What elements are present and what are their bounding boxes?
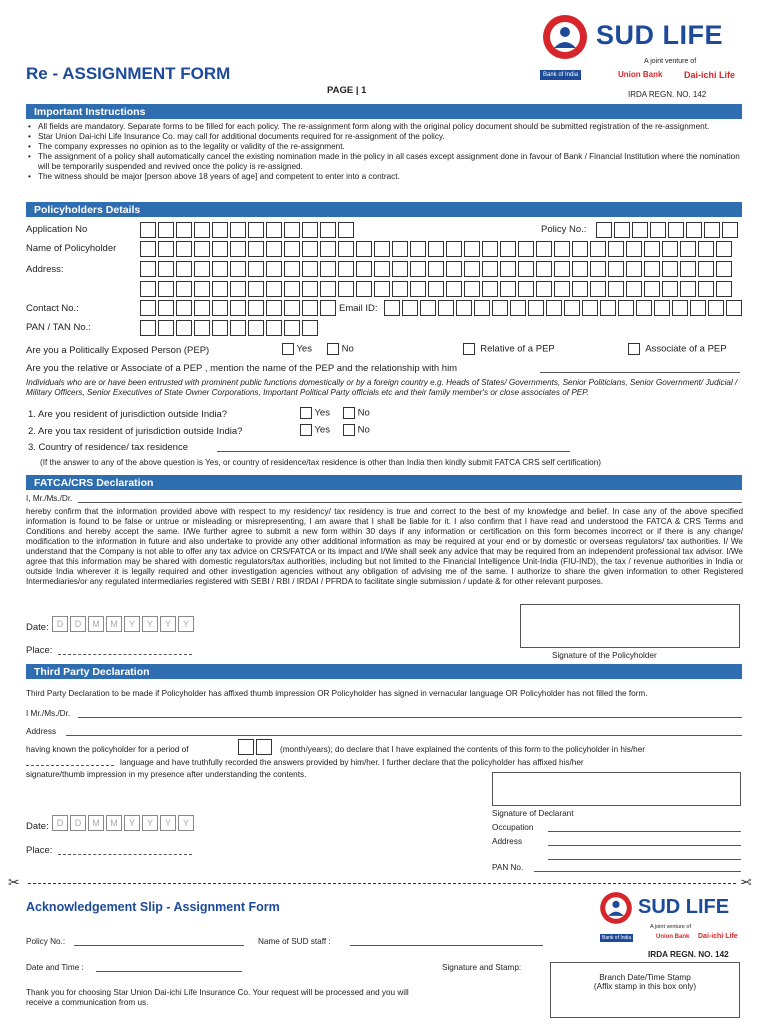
instruction-item: • The company expresses no opinion as to the legality or validity of the re-assignment. xyxy=(26,142,744,152)
checkbox[interactable] xyxy=(463,343,475,355)
question-2: 2. Are you tax resident of jurisdiction outside India? xyxy=(28,426,243,437)
application-no-label: Application No xyxy=(26,224,88,235)
date-digit[interactable]: D xyxy=(70,616,86,632)
date-digit[interactable]: Y xyxy=(142,616,158,632)
language-line[interactable] xyxy=(26,765,114,766)
date-digit[interactable]: Y xyxy=(178,815,194,831)
fatca-date-label: Date: xyxy=(26,622,49,633)
third-party-date-label: Date: xyxy=(26,821,49,832)
address-field-1[interactable] xyxy=(140,261,734,277)
checkbox[interactable] xyxy=(282,343,294,355)
fatca-heading: FATCA/CRS Declaration xyxy=(26,475,742,490)
fatca-name-label: I, Mr./Ms./Dr. xyxy=(26,494,73,503)
date-digit[interactable]: Y xyxy=(178,616,194,632)
joint-venture-label: A joint venture of xyxy=(650,924,691,930)
declarant-address-label: Address xyxy=(492,837,523,846)
policy-no-field[interactable] xyxy=(596,222,740,238)
third-party-place-line[interactable] xyxy=(58,854,192,855)
relative-question: Are you the relative or Associate of a PEP , mention the name of the PEP and the relationship with him xyxy=(26,363,458,374)
checkbox[interactable] xyxy=(343,407,355,419)
instruction-item: • The assignment of a policy shall automatically cancel the existing nomination made in the policy in all cases except assignment done in favour of Bank / Financial Institution where the nomination will be temporarily suspended and revived once the policy is re-assigned. xyxy=(26,152,744,172)
checkbox[interactable] xyxy=(343,424,355,436)
partner-union-bank: Union Bank xyxy=(618,70,663,79)
ack-signature-label: Signature and Stamp: xyxy=(442,963,522,972)
option-label: Associate of a PEP xyxy=(645,343,727,355)
ack-date-time-line[interactable] xyxy=(96,971,242,972)
date-digit[interactable]: M xyxy=(88,616,104,632)
ack-staff-label: Name of SUD staff : xyxy=(258,937,331,946)
brand-name: SUD LIFE xyxy=(596,20,724,50)
months-text: (month/years); do declare that I have explained the contents of this form to the policyholder in his/her xyxy=(280,745,645,754)
q2-yes-option[interactable] xyxy=(300,424,330,436)
partner-union-bank: Union Bank xyxy=(656,934,690,940)
ack-policy-no-line[interactable] xyxy=(74,945,244,946)
fatca-place-line[interactable] xyxy=(58,654,192,655)
address-field-2[interactable] xyxy=(140,281,734,297)
pan-field[interactable] xyxy=(140,320,320,336)
brand-name: SUD LIFE xyxy=(638,896,730,918)
partner-bank-of-india: Bank of India xyxy=(602,935,632,941)
date-digit[interactable]: M xyxy=(106,616,122,632)
pep-associate-option[interactable] xyxy=(628,343,727,355)
period-field[interactable] xyxy=(238,739,274,755)
question-1: 1. Are you resident of jurisdiction outside India? xyxy=(28,409,228,420)
branch-stamp-label: Branch Date/Time Stamp xyxy=(599,973,691,982)
sud-life-emblem-icon xyxy=(598,890,634,926)
scissors-icon: ✂ xyxy=(740,874,752,890)
q1-no-option[interactable] xyxy=(343,407,370,419)
third-party-heading: Third Party Declaration xyxy=(26,664,742,679)
option-label: No xyxy=(341,343,354,355)
ack-date-time-label: Date and Time : xyxy=(26,963,84,972)
option-label: Yes xyxy=(314,407,330,419)
occupation-line[interactable] xyxy=(548,831,741,832)
pep-note: Individuals who are or have been entrusted with prominent public functions domestically or by a foreign country e.g. Heads of States/ Governments, Senior Politicians, Senior Government/ Judicial / Military Officers, Senior Executives of State Owner Corporations, Important Political Party officials etc and their family member's or close associates of PEP. xyxy=(26,378,738,397)
partner-daiichi: Dai-ichi Life xyxy=(698,933,738,940)
fatca-place-label: Place: xyxy=(26,645,53,656)
q1-yes-option[interactable] xyxy=(300,407,330,419)
signature-text: signature/thumb impression in my presence after understanding the contents. xyxy=(26,770,307,779)
third-party-address-label: Address xyxy=(26,727,57,736)
date-digit[interactable]: Y xyxy=(160,815,176,831)
checkbox[interactable] xyxy=(300,424,312,436)
fatca-note: (If the answer to any of the above question is Yes, or country of residence/tax residence is other than India then kindly submit FATCA CRS self certification) xyxy=(40,458,601,467)
having-known-text: having known the policyholder for a period of xyxy=(26,745,189,754)
instruction-item: • The witness should be major [person above 18 years of age] and competent to enter into a contract. xyxy=(26,172,744,182)
date-digit[interactable]: Y xyxy=(160,616,176,632)
pep-question: Are you a Politically Exposed Person (PEP) xyxy=(26,345,210,356)
instruction-item: • Star Union Dai-ichi Life Insurance Co. may call for additional documents required for re-assignment of the policy. xyxy=(26,132,744,142)
fatca-name-line[interactable] xyxy=(78,502,742,503)
fatca-body: hereby confirm that the information provided above with respect to my residency/ tax residency is true and correct to the best of my knowledge and belief. In case any of the above specified information is found to be false or untrue or misleading or misrepresenting, I am aware that I shall be liable for it. I also confirm that I have read and understood the FATCA & CRS Terms and Conditions and hereby accept the same. I/We further agree to submit a new form within 30 days if any information or certification on this form becomes incorrect or if there is any change/ modification to the information in future and also undertake to provide any other additional information as may be required at your end or by domestic or overseas regulators/ tax authorities. I/ We understand that the Company is not able to offer any tax advice on CRS/FATCA or its impact and I/We shall seek any advice that may be required from an independent professional tax advisor. I/We agree that this information may be shared with domestic regulators/tax authorities, including but not limited to the Financial Intelligence Unit-India (FIU-IND), the tax / revenue authorities in India or outside India wherever it is legally required and other investigation agencies without any obligation of advising me of the same. I authorize to share the given information to other Registered Intermediaries/or any regulated intermediaries registered with SEBI / RBI / IRDAI / PFRDA to facilitate single submission / update & for other relevant purposes. xyxy=(26,507,743,586)
third-party-name-line[interactable] xyxy=(78,717,742,718)
option-label: No xyxy=(357,407,370,419)
name-label: Name of Policyholder xyxy=(26,243,117,254)
third-party-place-label: Place: xyxy=(26,845,53,856)
instructions-heading: Important Instructions xyxy=(26,104,742,119)
policyholder-heading: Policyholders Details xyxy=(26,202,742,217)
date-digit[interactable]: Y xyxy=(124,815,140,831)
policyholder-signature-box[interactable] xyxy=(520,604,740,648)
declarant-address-line-2[interactable] xyxy=(548,859,741,860)
instructions-list xyxy=(26,122,744,182)
declarant-signature-label: Signature of Declarant xyxy=(492,809,574,818)
name-field[interactable] xyxy=(140,241,734,257)
pep-relative-option[interactable] xyxy=(463,343,555,355)
third-party-date-field[interactable] xyxy=(52,815,196,831)
fatca-date-field[interactable] xyxy=(52,616,196,632)
date-digit[interactable]: Y xyxy=(124,616,140,632)
declarant-address-line-1[interactable] xyxy=(548,845,741,846)
pan-label: PAN / TAN No.: xyxy=(26,322,91,333)
partner-bank-of-india: Bank of India xyxy=(540,70,581,80)
scissors-icon: ✂ xyxy=(8,874,20,890)
instruction-item: • All fields are mandatory. Separate forms to be filled for each policy. The re-assignment form along with the original policy document should be submitted registration of the re-assignment. xyxy=(26,122,744,132)
branch-stamp-note: (Affix stamp in this box only) xyxy=(593,982,697,991)
third-party-name-label: I Mr./Ms./Dr. xyxy=(26,709,71,718)
q2-no-option[interactable] xyxy=(343,424,370,436)
brand-logo xyxy=(540,12,750,102)
date-digit[interactable]: D xyxy=(52,616,68,632)
language-text: language and have truthfully recorded the answers provided by him/her. I further declare that the policyholder has affixed his/her xyxy=(120,758,584,767)
page-title: Re - ASSIGNMENT FORM xyxy=(26,64,231,83)
declarant-signature-box[interactable] xyxy=(492,772,741,806)
ack-title: Acknowledgement Slip - Assignment Form xyxy=(26,900,280,914)
option-label: Yes xyxy=(314,424,330,436)
application-no-field[interactable] xyxy=(140,222,356,238)
pep-yes-option[interactable] xyxy=(282,343,312,355)
policy-no-label: Policy No.: xyxy=(541,224,587,235)
third-party-address-line[interactable] xyxy=(66,735,742,736)
contact-label: Contact No.: xyxy=(26,303,79,314)
partner-daiichi: Dai-ichi Life xyxy=(684,70,736,80)
address-label: Address: xyxy=(26,264,64,275)
ack-irda: IRDA REGN. NO. 142 xyxy=(648,950,729,959)
ack-thanks: Thank you for choosing Star Union Dai-ichi Life Insurance Co. Your request will be processed and you will receive a communication from us. xyxy=(26,988,409,1007)
occupation-label: Occupation xyxy=(492,823,534,832)
ack-staff-line[interactable] xyxy=(350,945,543,946)
ack-policy-no-label: Policy No.: xyxy=(26,937,66,946)
third-party-intro: Third Party Declaration to be made if Policyholder has affixed thumb impression OR Policyholder has signed in vernacular language OR Policyholder has not filled the form. xyxy=(26,689,648,698)
option-label: Relative of a PEP xyxy=(480,343,555,355)
pep-no-option[interactable] xyxy=(327,343,354,355)
date-digit[interactable]: Y xyxy=(142,815,158,831)
joint-venture-label: A joint venture of xyxy=(644,58,697,65)
checkbox[interactable] xyxy=(327,343,339,355)
page-number: PAGE | 1 xyxy=(327,85,367,96)
contact-field[interactable] xyxy=(140,300,338,316)
option-label: Yes xyxy=(296,343,312,355)
cut-line xyxy=(28,883,736,884)
relative-answer-line[interactable] xyxy=(540,372,740,373)
date-digit[interactable]: M xyxy=(106,815,122,831)
checkbox[interactable] xyxy=(300,407,312,419)
country-answer-line[interactable] xyxy=(217,451,570,452)
question-3: 3. Country of residence/ tax residence xyxy=(28,442,189,453)
pan-no-label: PAN No. xyxy=(492,863,524,872)
pan-no-line[interactable] xyxy=(534,871,741,872)
email-field[interactable] xyxy=(384,300,744,316)
email-label: Email ID: xyxy=(339,303,378,314)
irda-reg: IRDA REGN. NO. 142 xyxy=(628,90,707,99)
policyholder-signature-label: Signature of the Policyholder xyxy=(552,651,657,660)
option-label: No xyxy=(357,424,370,436)
ack-brand-logo xyxy=(598,890,748,952)
sud-life-emblem-icon xyxy=(540,12,590,62)
date-digit[interactable]: D xyxy=(52,815,68,831)
date-digit[interactable]: M xyxy=(88,815,104,831)
checkbox[interactable] xyxy=(628,343,640,355)
date-digit[interactable]: D xyxy=(70,815,86,831)
branch-stamp-box[interactable] xyxy=(550,962,740,1018)
